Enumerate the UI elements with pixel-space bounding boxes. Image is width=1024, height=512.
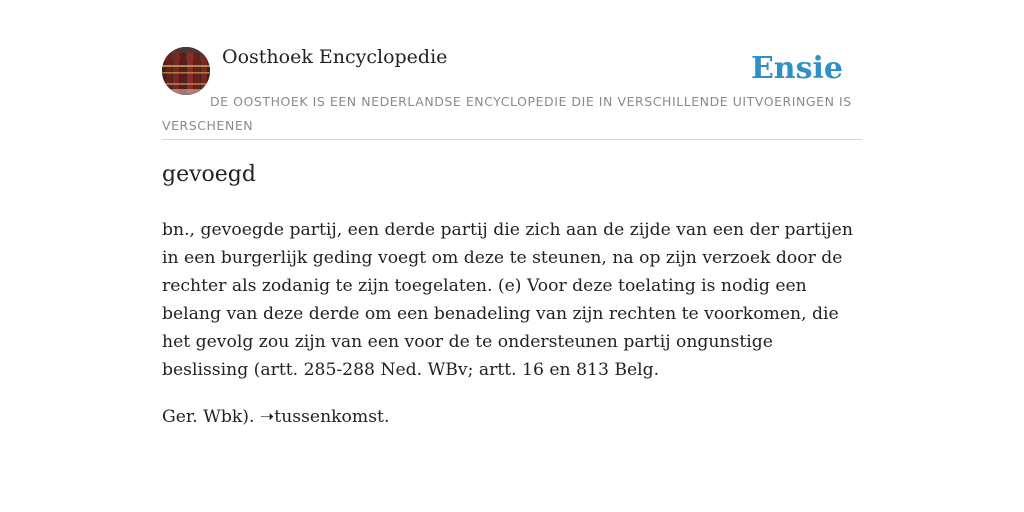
arrow-right-icon: ➝ [259, 407, 275, 427]
ensie-logo-link[interactable]: Ensie [750, 51, 843, 86]
entry-title: gevoegd [162, 162, 256, 187]
entry-paragraph-reference [162, 403, 862, 431]
page [162, 0, 862, 512]
reference-link-tussenkomst[interactable]: tussenkomst [274, 407, 384, 427]
entry-text: Ger. Wbk). [162, 407, 260, 427]
entry-body [162, 216, 862, 450]
site-avatar[interactable] [162, 47, 210, 95]
entry-paragraph: bn., gevoegde partij, een derde partij die zich aan de zijde van een der partijen in een burgerlijk geding voegt om deze te steunen, na op zijn verzoek door de rechter als zodanig te zijn toegelaten. (e) Voor deze toelating is nodig een belang van deze derde om een benadeling van zijn rechten te voorkomen, die het gevolg zou zijn van een voor de te ondersteunen partij ongunstige beslissing (artt. 285-288 Ned. WBv; artt. 16 en 813 Belg. [162, 220, 853, 380]
site-name[interactable]: Oosthoek Encyclopedie [222, 46, 448, 68]
site-header [162, 0, 862, 140]
encyclopedia-books-icon [162, 47, 210, 95]
site-tagline: DE OOSTHOEK IS EEN NEDERLANDSE ENCYCLOPEDIE DIE IN VERSCHILLENDE UITVOERINGEN IS VERSCHENEN [162, 94, 852, 133]
entry-text-suffix: . [383, 407, 390, 427]
